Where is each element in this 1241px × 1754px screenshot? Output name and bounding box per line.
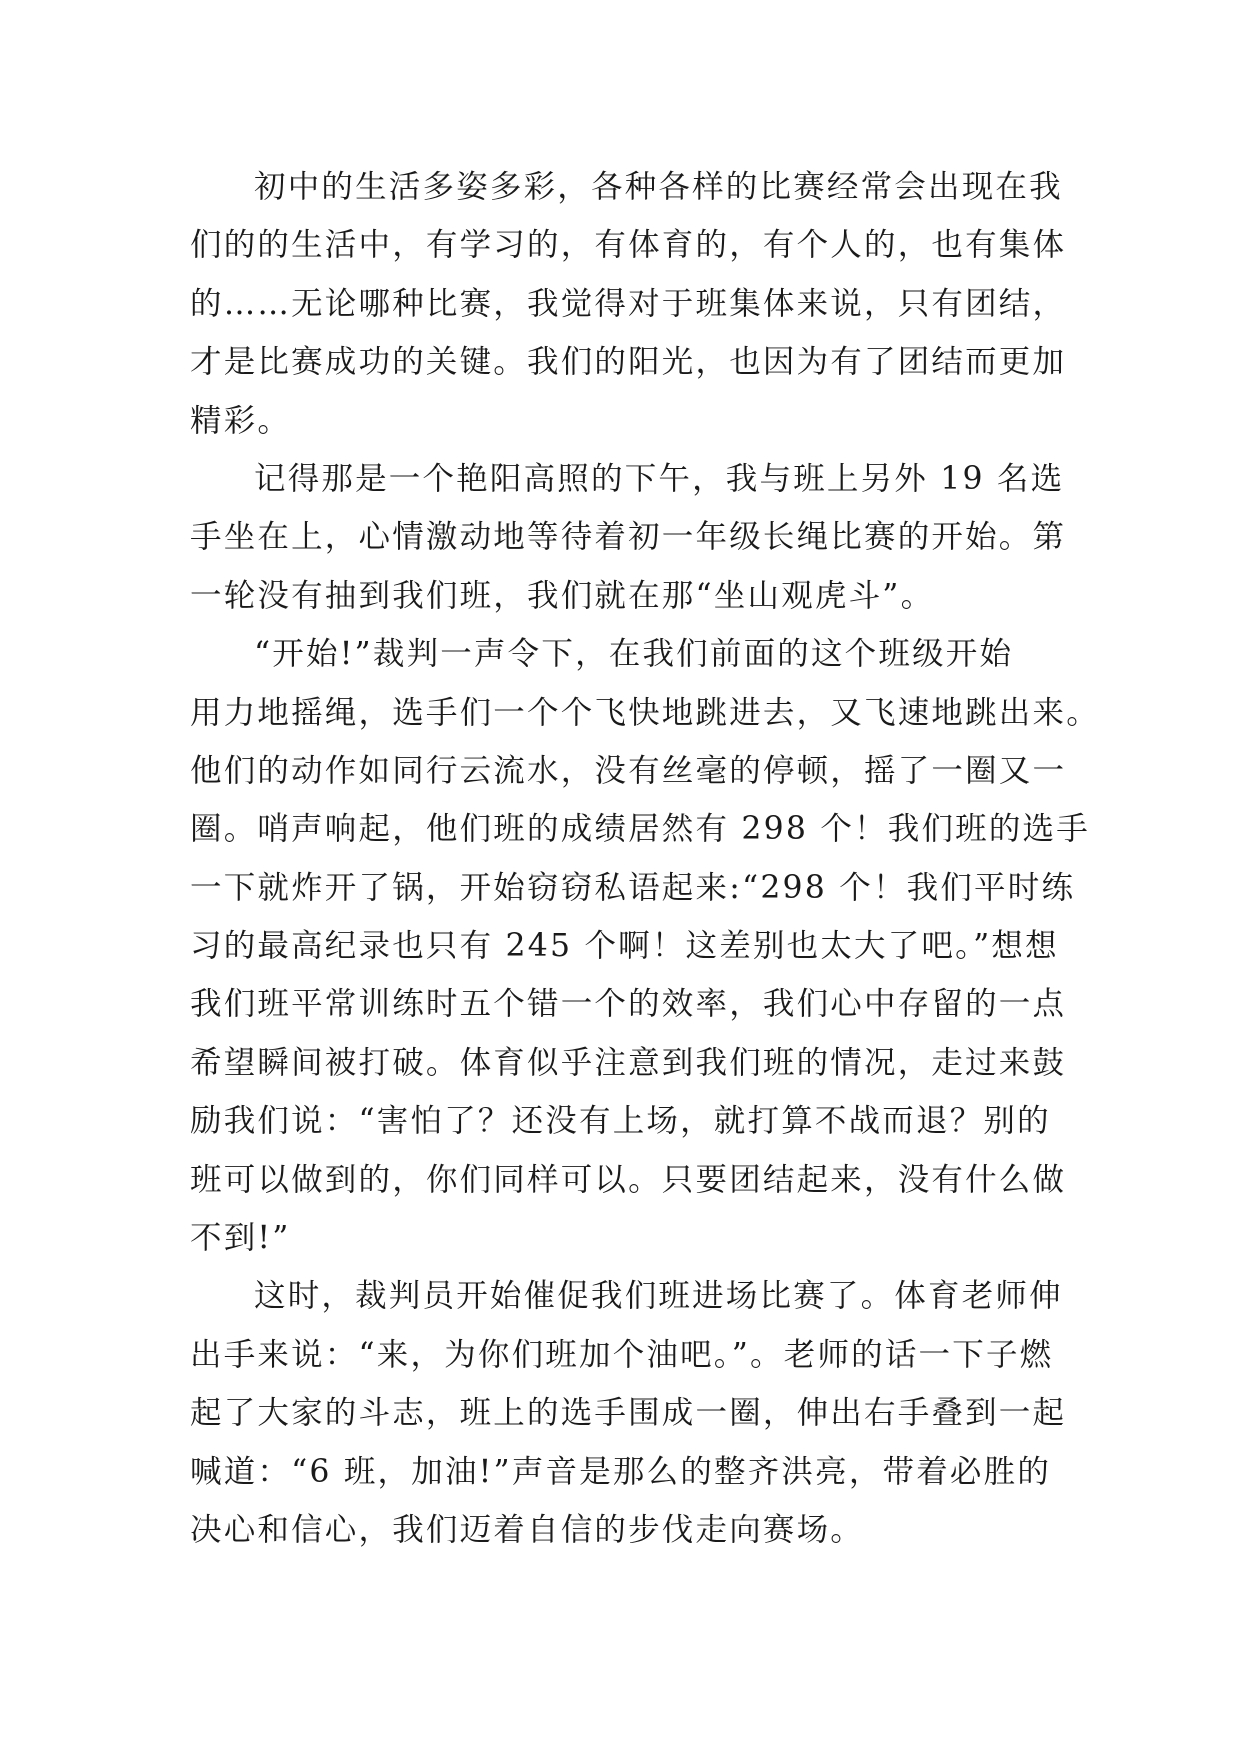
paragraph-3-line-10: 班可以做到的，你们同样可以。只要团结起来，没有什么做	[190, 1161, 1067, 1198]
paragraph-3-line-8: 希望瞬间被打破。体育似乎注意到我们班的情况，走过来鼓	[190, 1044, 1067, 1081]
paragraph-3-line-2: 用力地摇绳，选手们一个个飞快地跳进去，又飞速地跳出来。	[190, 694, 1100, 731]
paragraph-1-line-4: 才是比赛成功的关键。我们的阳光，也因为有了团结而更加	[190, 344, 1067, 381]
paragraph-2-line-1: 记得那是一个艳阳高照的下午，我与班上另外 19 名选	[254, 460, 1065, 497]
paragraph-4-line-4: 喊道：“6 班，加油!”声音是那么的整齐洪亮，带着必胜的	[190, 1453, 1052, 1490]
paragraph-4-line-1: 这时，裁判员开始催促我们班进场比赛了。体育老师伸	[254, 1278, 1063, 1315]
paragraph-3-line-6: 习的最高纪录也只有 245 个啊！这差别也太大了吧。”想想	[190, 928, 1059, 965]
paragraph-1-line-1: 初中的生活多姿多彩，各种各样的比赛经常会出现在我	[254, 169, 1063, 205]
paragraph-2-line-2: 手坐在上，心情激动地等待着初一年级长绳比赛的开始。第	[190, 519, 1067, 556]
paragraph-2-line-3: 一轮没有抽到我们班，我们就在那“坐山观虎斗”。	[190, 577, 935, 614]
paragraph-4-line-3: 起了大家的斗志，班上的选手围成一圈，伸出右手叠到一起	[190, 1395, 1067, 1432]
paragraph-3-line-1: “开始!”裁判一声令下，在我们前面的这个班级开始	[254, 636, 1014, 673]
paragraph-3-line-5: 一下就炸开了锅，开始窃窃私语起来:“298 个！我们平时练	[190, 869, 1076, 906]
paragraph-1-line-3: 的……无论哪种比赛，我觉得对于班集体来说，只有团结，	[190, 285, 1067, 322]
paragraph-3-line-7: 我们班平常训练时五个错一个的效率，我们心中存留的一点	[190, 986, 1067, 1023]
paragraph-3-line-11: 不到!”	[190, 1220, 291, 1257]
paragraph-3-line-3: 他们的动作如同行云流水，没有丝毫的停顿，摇了一圈又一	[190, 752, 1067, 789]
paragraph-1-line-5: 精彩。	[190, 402, 292, 439]
paragraph-4-line-5: 决心和信心，我们迈着自信的步伐走向赛场。	[190, 1511, 865, 1548]
paragraph-3-line-4: 圈。哨声响起，他们班的成绩居然有 298 个！我们班的选手	[190, 811, 1090, 848]
paragraph-4-line-2: 出手来说：“来，为你们班加个油吧。”。老师的话一下子燃	[190, 1336, 1054, 1373]
essay-body	[190, 158, 1100, 1559]
paragraph-1-line-2: 们的的生活中，有学习的，有体育的，有个人的，也有集体	[190, 227, 1067, 264]
paragraph-3-line-9: 励我们说：“害怕了？还没有上场，就打算不战而退？别的	[190, 1103, 1051, 1140]
